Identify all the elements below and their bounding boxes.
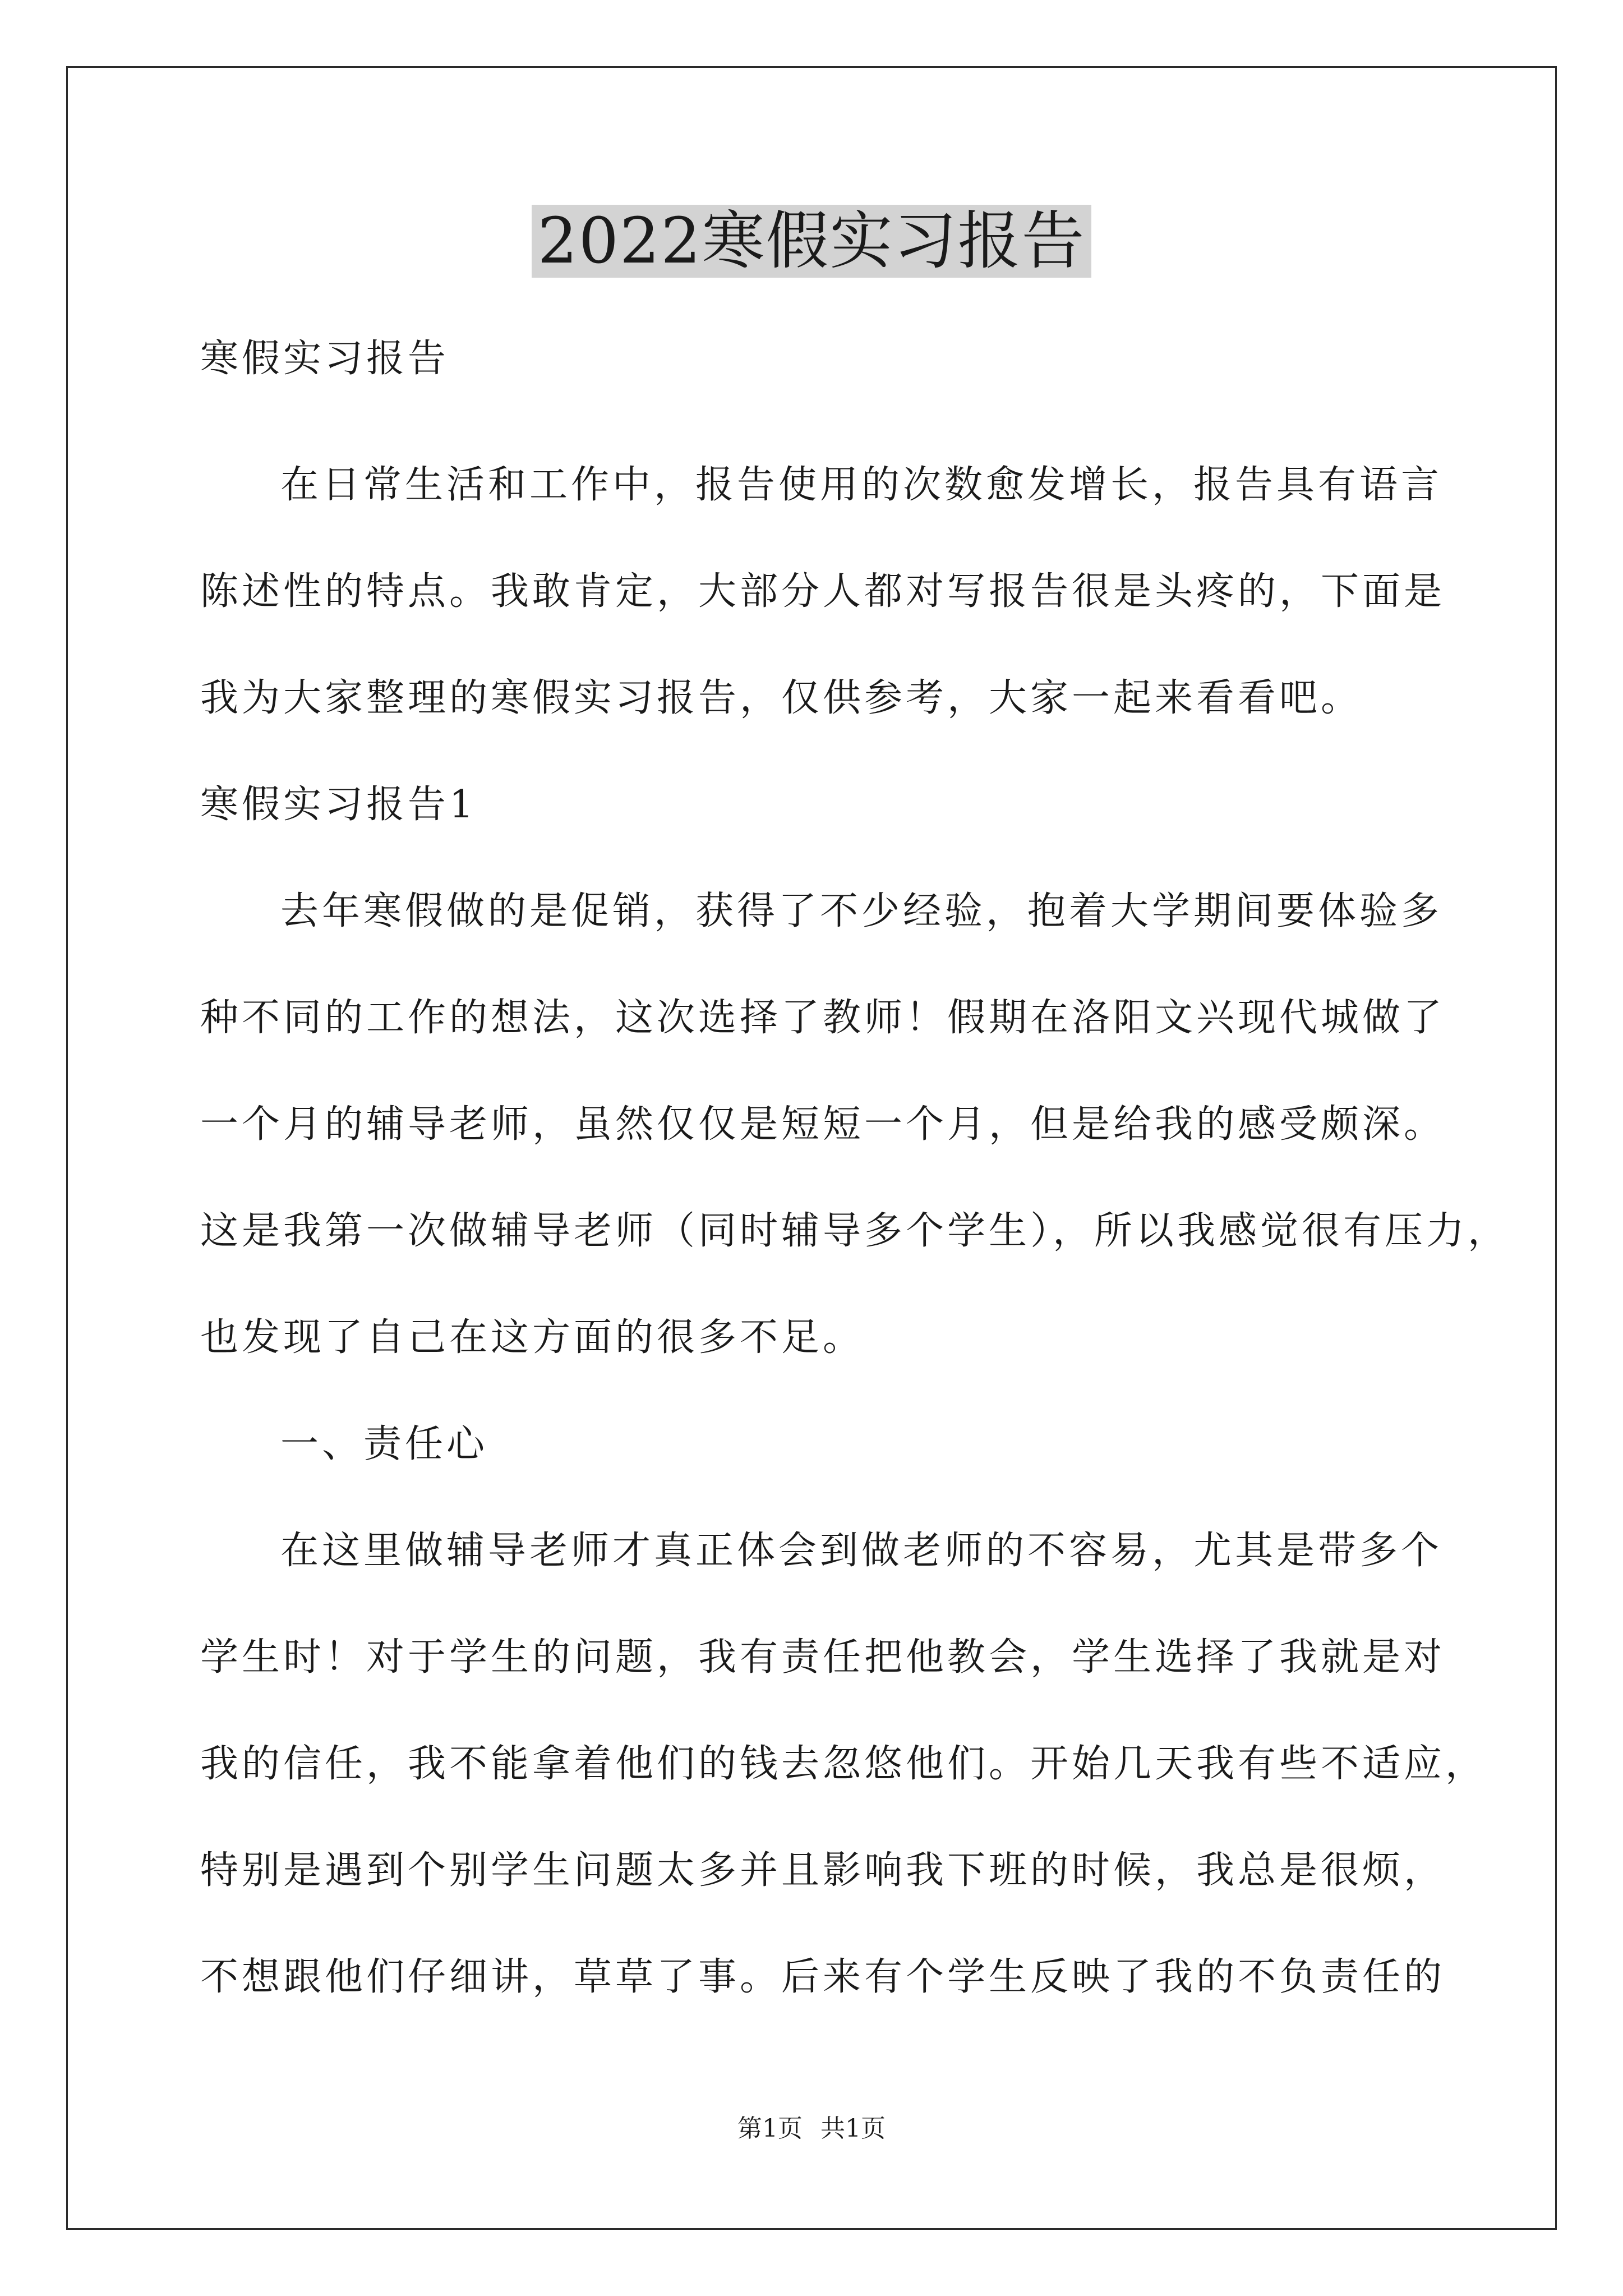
- section-heading: 寒假实习报告1: [200, 783, 477, 827]
- paragraph-line: 种不同的工作的想法，这次选择了教师！假期在洛阳文兴现代城做了: [200, 996, 1446, 1040]
- subtitle-line: 寒假实习报告: [200, 337, 450, 381]
- paragraph-line: 在日常生活和工作中，报告使用的次数愈发增长，报告具有语言: [280, 463, 1443, 507]
- paragraph-line: 不想跟他们仔细讲，草草了事。后来有个学生反映了我的不负责任的: [200, 1955, 1446, 1999]
- subsection-heading: 一、责任心: [280, 1422, 488, 1466]
- paragraph-line: 去年寒假做的是促销，获得了不少经验，抱着大学期间要体验多: [280, 889, 1443, 933]
- title-text: 2022寒假实习报告: [532, 205, 1091, 278]
- page-title: [0, 199, 1623, 283]
- paragraph-line: 在这里做辅导老师才真正体会到做老师的不容易，尤其是带多个: [280, 1529, 1443, 1573]
- paragraph-line: 特别是遇到个别学生问题太多并且影响我下班的时候，我总是很烦，: [200, 1848, 1446, 1893]
- paragraph-line: 也发现了自己在这方面的很多不足。: [200, 1315, 865, 1360]
- paragraph-line: 陈述性的特点。我敢肯定，大部分人都对写报告很是头疼的，下面是: [200, 569, 1446, 614]
- paragraph-line: 这是我第一次做辅导老师（同时辅导多个学生），所以我感觉很有压力，: [200, 1209, 1510, 1253]
- page-footer: 第1页 共1页: [737, 2114, 886, 2143]
- paragraph-line: 我的信任，我不能拿着他们的钱去忽悠他们。开始几天我有些不适应，: [200, 1742, 1487, 1786]
- paragraph-line: 我为大家整理的寒假实习报告，仅供参考，大家一起来看看吧。: [200, 676, 1363, 720]
- paragraph-line: 一个月的辅导老师，虽然仅仅是短短一个月，但是给我的感受颇深。: [200, 1102, 1446, 1147]
- paragraph-line: 学生时！对于学生的问题，我有责任把他教会，学生选择了我就是对: [200, 1635, 1446, 1680]
